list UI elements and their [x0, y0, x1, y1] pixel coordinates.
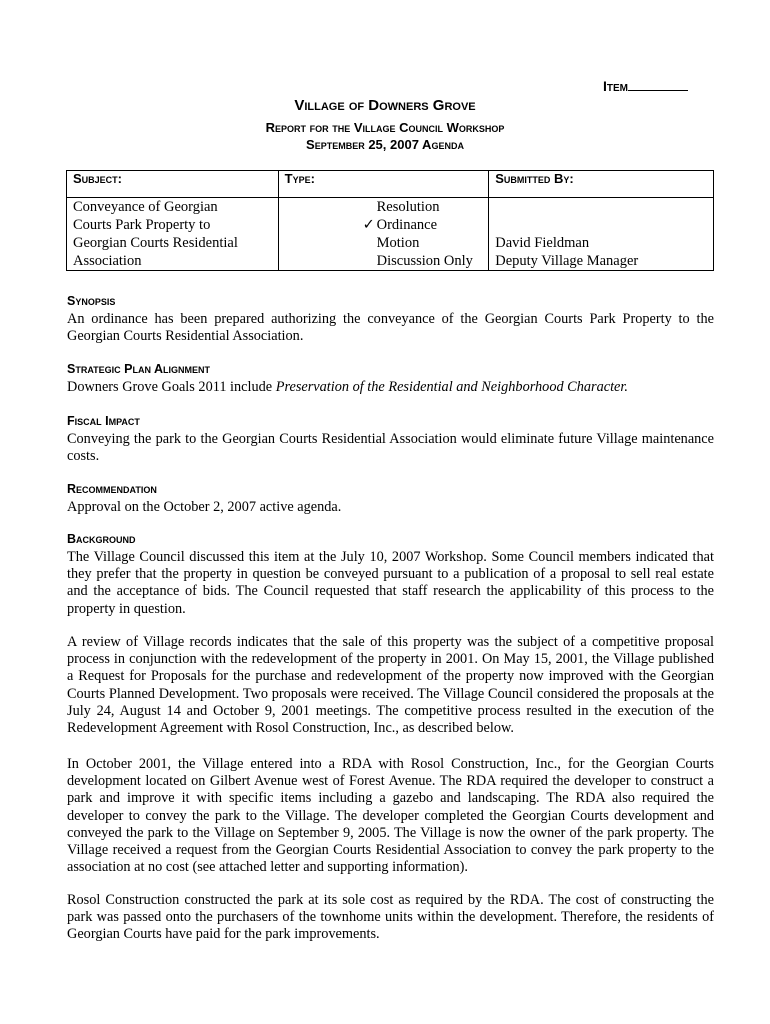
subject-line: Association [73, 253, 142, 269]
subject-line: Georgian Courts Residential [73, 235, 238, 251]
item-number-field [603, 78, 688, 94]
type-option-discussion: Discussion Only [376, 253, 473, 269]
item-label: Item [603, 78, 628, 94]
fiscal-impact-heading: Fiscal Impact [67, 414, 140, 428]
agenda-date: September 25, 2007 Agenda [306, 137, 464, 152]
type-option-motion: Motion [376, 235, 420, 251]
type-option-resolution: Resolution [376, 199, 440, 215]
submitted-by-cell [489, 198, 714, 271]
recommendation-heading: Recommendation [67, 482, 157, 496]
submitted-by-header: Submitted By: [489, 171, 714, 198]
document-subtitle: Report for the Village Council Workshop [265, 120, 505, 135]
submitter-name: David Fieldman [495, 235, 590, 251]
strategic-plan-text: Downers Grove Goals 2011 include Preservation of the Residential and Neighborhood Character. [67, 379, 628, 395]
strategic-goal-italic: Preservation of the Residential and Neighborhood Character. [275, 379, 628, 395]
type-header: Type: [278, 171, 489, 198]
background-paragraph-2: A review of Village records indicates that the sale of this property was the subject of a competitive proposal process in conjunction with the redevelopment of the property in 2001. On May 15, 2001, the Village published a Request for Proposals for the purchase and redevelopment of the property now improved with the Georgian Courts Planned Development. Two proposals were received. The Village Council considered the proposals at the July 24, August 14 and October 9, 2001 meetings. The competitive process resulted in the execution of the Redevelopment Agreement with Rosol Construction, Inc., as described below. [67, 634, 714, 737]
submitter-title: Deputy Village Manager [495, 253, 639, 269]
info-table-body-row [67, 198, 714, 271]
synopsis-text: An ordinance has been prepared authorizing the conveyance of the Georgian Courts Park Property to the Georgian Courts Residential Association. [67, 311, 714, 345]
subject-line: Courts Park Property to [73, 217, 211, 233]
background-paragraph-4: Rosol Construction constructed the park at its sole cost as required by the RDA. The cost of constructing the park was passed onto the purchasers of the townhome units within the development. Therefore, the residents of Georgian Courts have paid for the park improvements. [67, 892, 714, 943]
document-title: Village of Downers Grove [294, 97, 476, 114]
background-heading: Background [67, 532, 136, 546]
type-option-ordinance: ✓ Ordinance [362, 217, 438, 233]
recommendation-text: Approval on the October 2, 2007 active agenda. [67, 499, 342, 515]
subject-header: Subject: [67, 171, 279, 198]
subject-line: Conveyance of Georgian [73, 199, 218, 215]
strategic-plan-heading: Strategic Plan Alignment [67, 362, 211, 376]
background-paragraph-3: In October 2001, the Village entered into a RDA with Rosol Construction, Inc., for the Georgian Courts development located on Gilbert Avenue west of Forest Avenue. The RDA required the developer to construct a park and improve it with specific items including a gazebo and landscaping. The RDA also required the developer to convey the park to the Village. The developer completed the Georgian Courts development and conveyed the park to the Village on September 9, 2005. The Village is now the owner of the park property. The Village received a request from the Georgian Courts Residential Association to convey the park property to the association at no cost (see attached letter and supporting information). [67, 756, 714, 876]
subject-cell [67, 198, 279, 271]
fiscal-impact-text: Conveying the park to the Georgian Courts Residential Association would eliminate future Village maintenance costs. [67, 431, 714, 465]
item-blank-line [628, 78, 688, 91]
synopsis-heading: Synopsis [67, 294, 116, 308]
info-table [66, 170, 714, 271]
type-cell [278, 198, 489, 271]
background-paragraph-1: The Village Council discussed this item at the July 10, 2007 Workshop. Some Council members indicated that they prefer that the property in question be conveyed pursuant to a publication of a proposal to sell real estate and the acceptance of bids. The Council requested that staff research the applicability of this process to the property in question. [67, 549, 714, 617]
checkmark-icon: ✓ [362, 217, 375, 233]
info-table-header-row [67, 171, 714, 198]
